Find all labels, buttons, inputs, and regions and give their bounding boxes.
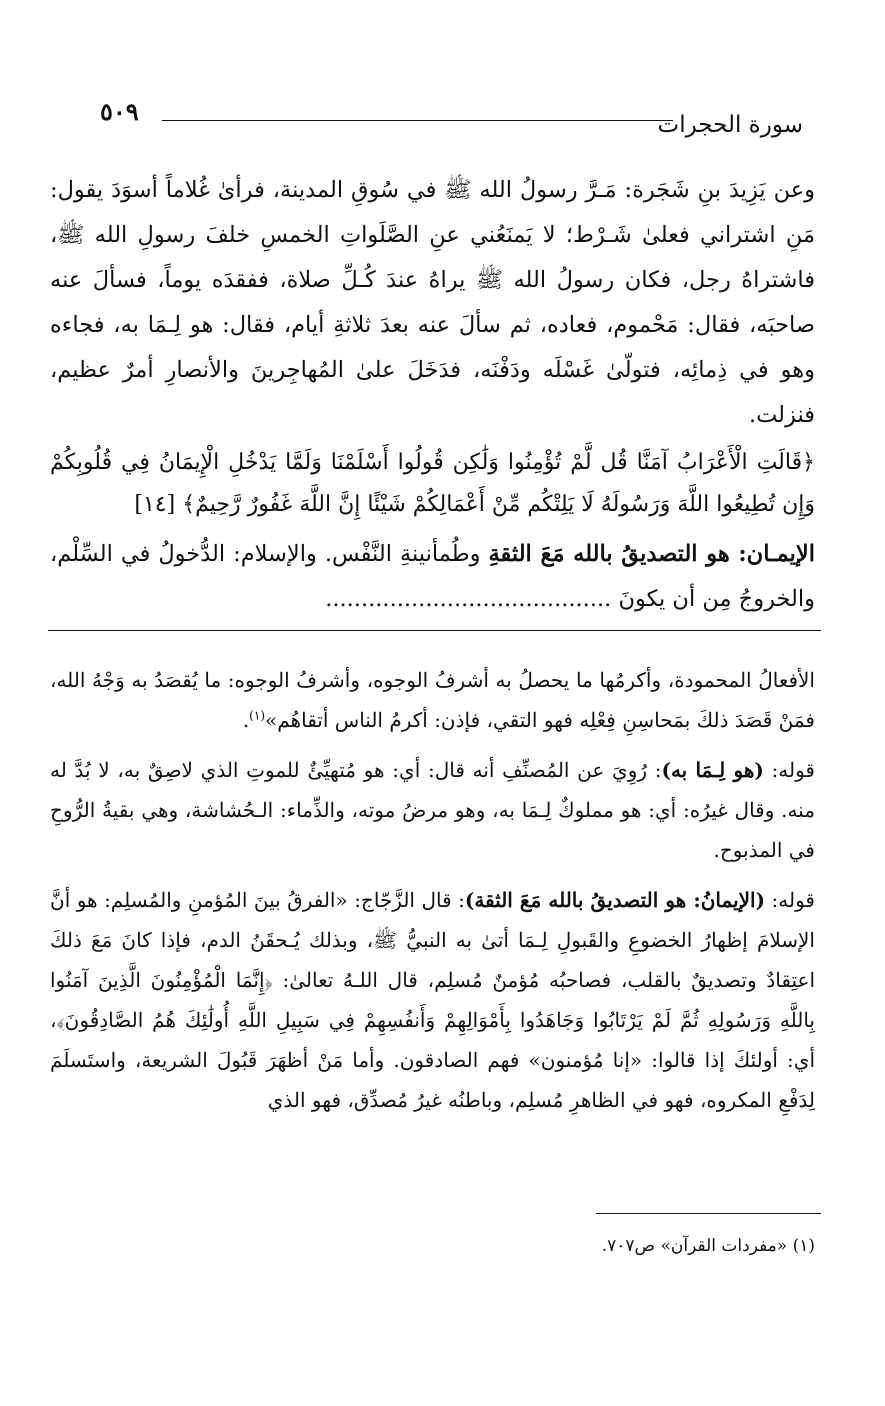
commentary-paragraph-1: الأفعالُ المحمودة، وأكرمُها ما يحصلُ به أشرفُ الوجوه، وأشرفُ الوجوه: ما يُقصَدُ به وَجْهُ الله، فمَنْ قَصَدَ ذلكَ بمَحاسِنِ فِعْلِه فهو التقي، فإذن: أكرمُ الناس أتقاهُم»$^{(١)}$. — [50, 668, 815, 732]
page-number: ٥٠٩ — [100, 97, 139, 126]
definition-term: الإيمـان: هو التصديقُ بالله مَعَ الثقةِ — [488, 541, 815, 567]
header-rule — [162, 120, 673, 121]
verse-number: [١٤] — [134, 492, 176, 517]
commentary-paragraph-3: قوله: (الإيمانُ: هو التصديقُ بالله مَعَ الثقة): قال الزَّجّاج: «الفرقُ بينَ المُؤمنِ والمُسلِم: هو أنَّ الإسلامَ إظهارُ الخضوعِ والقَبولِ لِـمَا أتىٰ به النبيُّ ﷺ، وبذلك يُـحقَنُ الدم، فإذا كانَ مَعَ ذلكَ اعتِقادٌ وتصديقٌ بالقلب، فصاحبُه مُؤمنٌ مُسلِم، قال اللـهُ تعالىٰ: ﴿إِنَّمَا الْمُؤْمِنُونَ الَّذِينَ آمَنُوا بِاللَّهِ وَرَسُولِهِ ثُمَّ لَمْ يَرْتَابُوا وَجَاهَدُوا بِأَمْوَالِهِمْ وَأَنفُسِهِمْ فِي سَبِيلِ اللَّهِ أُولَٰئِكَ هُمُ الصَّادِقُونَ﴾، أي: أولئكَ إذا قالوا: «إنا مُؤمنون» فهم الصادقون. وأما مَنْ أظهَرَ قَبُولَ الشريعة، واستَسلَمَ لِدَفْعِ المكروه، فهو في الظاهرِ مُسلِم، وباطنُه غيرُ مُصدِّق، فهو الذي — [50, 888, 815, 1112]
page-header — [100, 98, 803, 140]
commentary-term: (هو لِـمَا به) — [661, 758, 764, 782]
commentary-paragraph-2: قوله: (هو لِـمَا به): رُوِيَ عن المُصنِّفِ أنه قال: أي: هو مُتهيِّئٌ للموتِ الذي لاصِقٌ به، لا بُدَّ له منه. وقال غيرُه: أي: هو مملوكٌ لِـمَا به، وهو مرضُ موته، والذِّماء: الـحُشاشة، وهي بقيةُ الرُّوحِ في المذبوح. — [50, 758, 815, 862]
verse-text: ﴿قَالَتِ الْأَعْرَابُ آمَنَّا قُل لَّمْ تُؤْمِنُوا وَلَٰكِن قُولُوا أَسْلَمْنَا وَلَمَّا يَدْخُلِ الْإِيمَانُ فِي قُلُوبِكُمْ وَإِن تُطِيعُوا اللَّهَ وَرَسُولَهُ لَا يَلِتْكُم مِّنْ أَعْمَالِكُمْ شَيْئًا إِنَّ اللَّهَ غَفُورٌ رَّحِيمٌ﴾ — [50, 450, 815, 517]
surah-title: سورة الحجرات — [657, 112, 803, 138]
narration-paragraph: وعن يَزِيدَ بنِ شَجَرة: مَـرَّ رسولُ الله ﷺ في سُوقِ المدينة، فرأىٰ غُلاماً أسوَدَ يقول: مَنِ اشتراني فعلىٰ شَـرْط؛ لا يَمنَعُني عنِ الصَّلَواتِ الخمسِ خلفَ رسولِ الله ﷺ، فاشتراهُ رجل، فكان رسولُ الله ﷺ يراهُ عندَ كُـلِّ صلاة، ففقدَه يوماً، فسألَ عنه صاحبَه، فقال: مَحْموم، فعاده، ثم سألَ عنه بعدَ ثلاثةِ أيام، فقال: هو لِـمَا به، فجاءه وهو في ذِمائِه، فتولّىٰ غَسْلَه ودَفْنَه، فدَخَلَ علىٰ المُهاجِرينَ والأنصارِ أمرٌ عظيم، فنزلت. — [50, 177, 815, 428]
main-text — [50, 168, 815, 622]
commentary-section — [50, 660, 815, 1126]
footnote: (١) «مفردات القرآن» ص٧٠٧. — [601, 1236, 815, 1256]
quran-verse — [50, 442, 815, 526]
definition-text: وطُمأنينةِ النَّفْس. والإسلام: الدُّخولُ في السِّلْم، والخروجُ مِن أن يكونَ ........................................ — [50, 541, 815, 612]
footnote-rule — [596, 1213, 821, 1214]
definition-paragraph — [50, 532, 815, 622]
text-commentary-separator — [48, 630, 821, 631]
commentary-term: (الإيمانُ: هو التصديقُ بالله مَعَ الثقة) — [464, 888, 766, 912]
footnote-ref: (١) — [249, 708, 265, 723]
